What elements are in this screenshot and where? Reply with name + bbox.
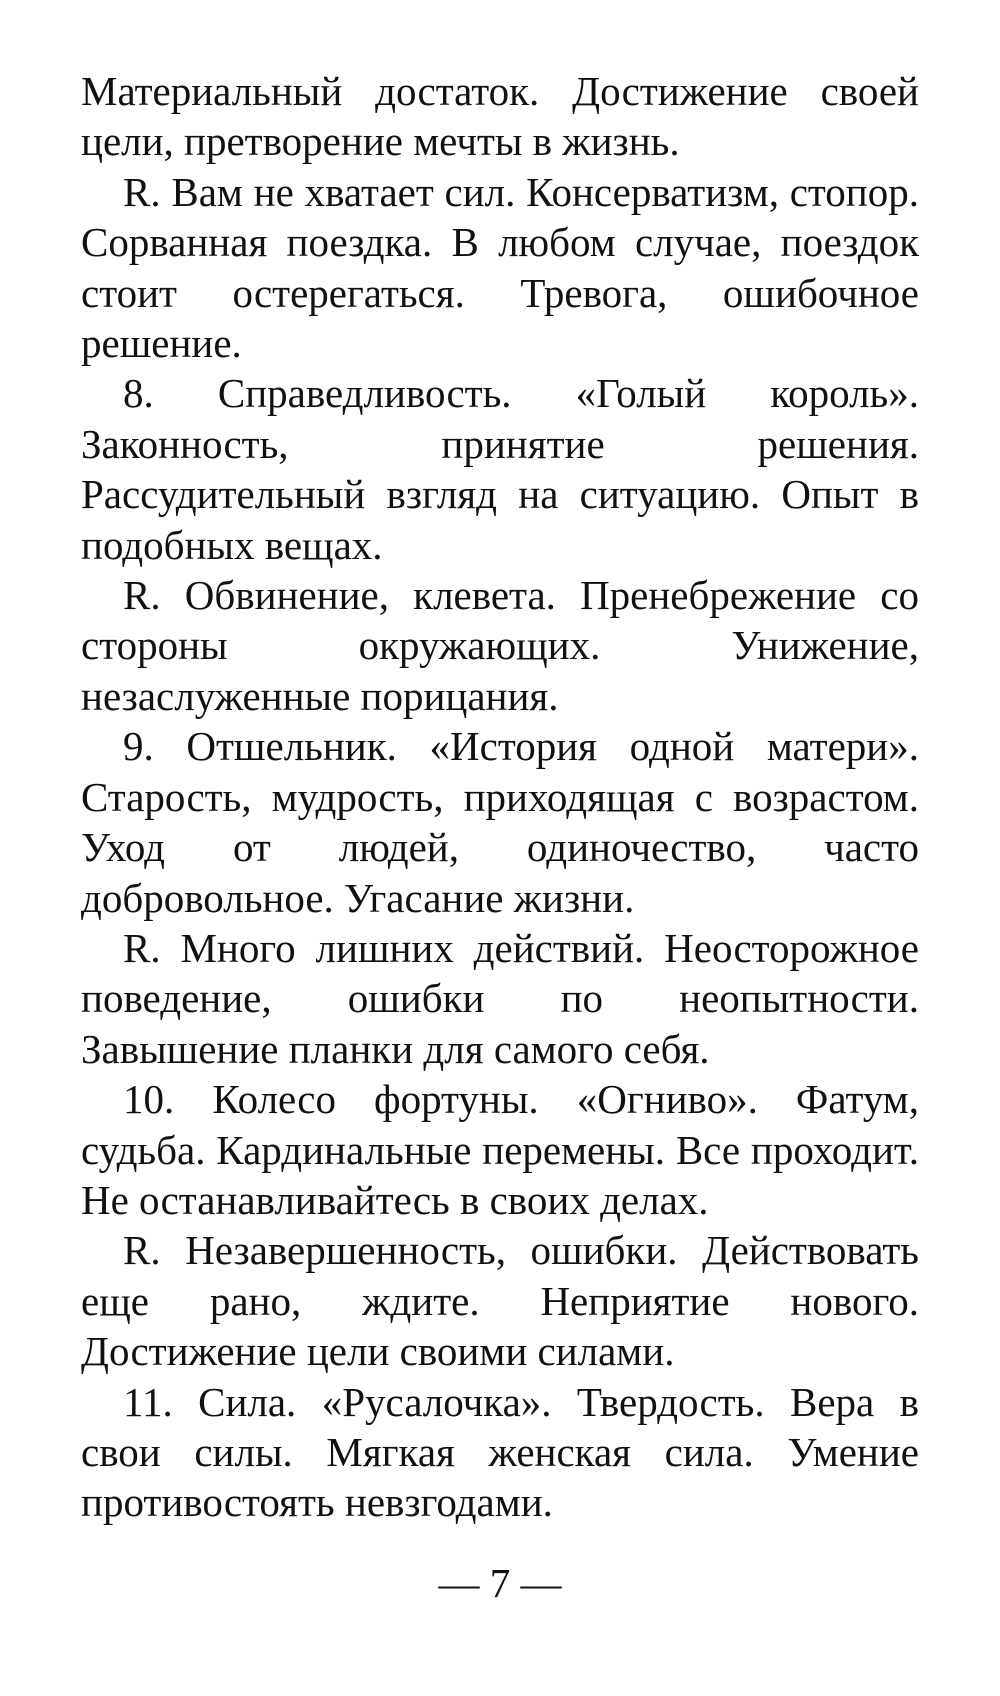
paragraph-card-8-justice: 8. Справедливость. «Голый король». Законность, принятие решения. Рассудительный взгляд на ситуацию. Опыт в подобных вещах.: [81, 370, 919, 568]
paragraph-reversed-8: R. Обвинение, клевета. Пренебрежение со стороны окружающих. Унижение, незаслуженные порицания.: [81, 572, 919, 719]
paragraph-reversed-10: R. Незавершенность, ошибки. Действовать еще рано, ждите. Неприятие нового. Достижение цели своими силами.: [81, 1227, 919, 1375]
paragraph-card-9-hermit: 9. Отшельник. «История одной матери». Старость, мудрость, приходящая с возрастом. Уход от людей, одиночество, часто добровольное. Угасание жизни.: [81, 723, 919, 921]
paragraph-card-11-strength: 11. Сила. «Русалочка». Твердость. Вера в свои силы. Мягкая женская сила. Умение противостоять невзгодами.: [81, 1378, 919, 1526]
body-text: [81, 66, 919, 1528]
paragraph-reversed-7: R. Вам не хватает сил. Консерватизм, стопор. Сорванная поездка. В любом случае, поездок стоит остерегаться. Тревога, ошибочное решение.: [81, 168, 919, 367]
paragraph-continued: Материальный достаток. Достижение своей цели, претворение мечты в жизнь.: [81, 68, 919, 165]
paragraph-reversed-9: R. Много лишних действий. Неосторожное поведение, ошибки по неопытности. Завышение планки для самого себя.: [81, 924, 919, 1072]
paragraph-card-10-wheel-of-fortune: 10. Колесо фортуны. «Огниво». Фатум, судьба. Кардинальные перемены. Все проходит. Не останавливайтесь в своих делах.: [81, 1076, 919, 1223]
page-number: — 7 —: [438, 1560, 562, 1606]
